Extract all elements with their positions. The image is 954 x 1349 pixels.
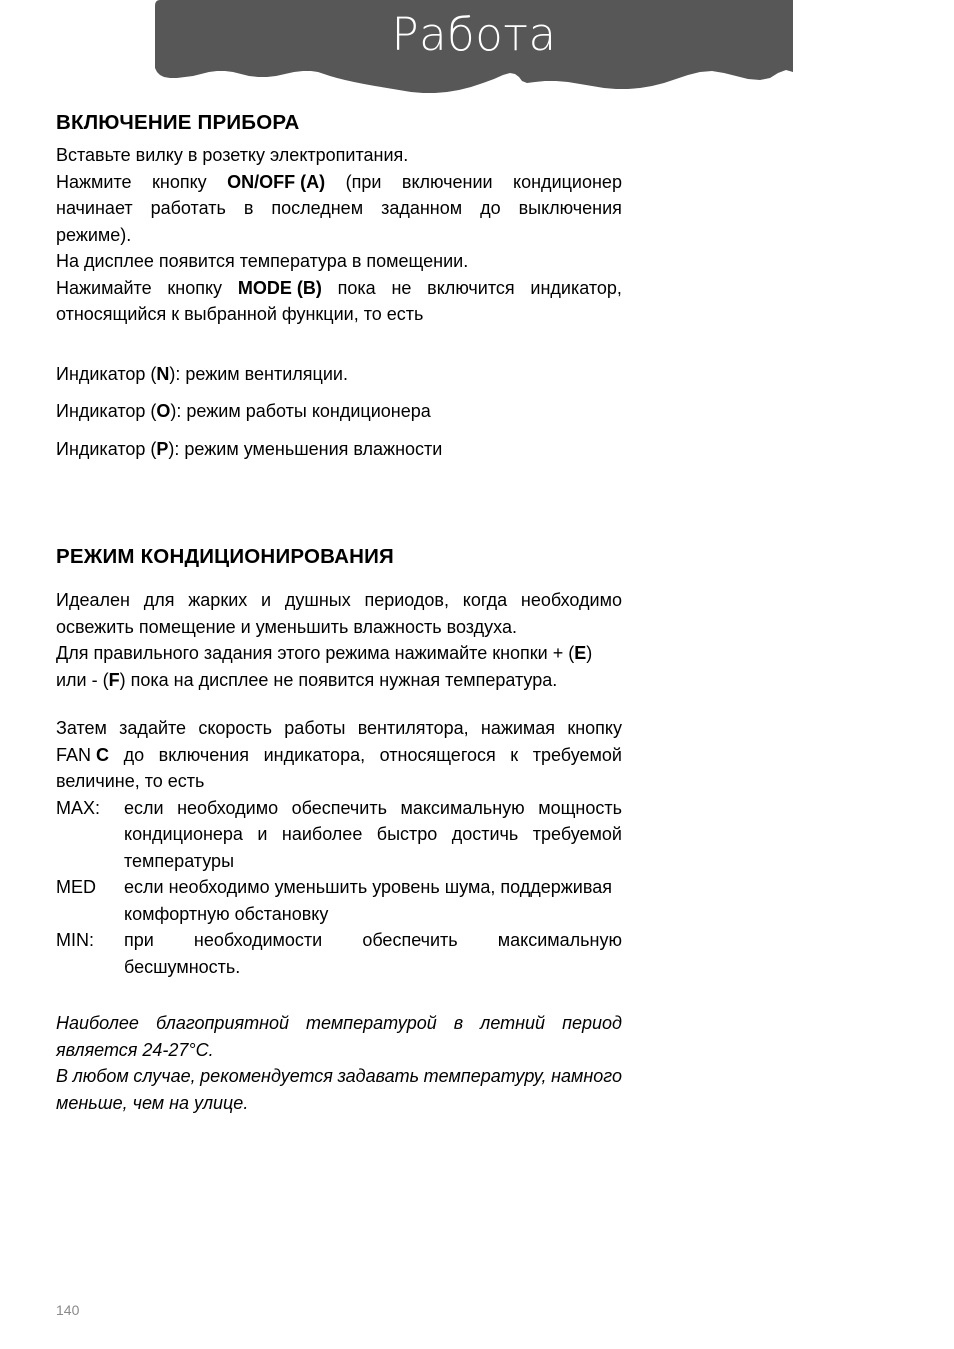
- word: мощность: [538, 797, 622, 818]
- word: душных: [284, 590, 351, 610]
- word: случае,: [133, 1066, 196, 1086]
- spacer: [56, 693, 622, 715]
- text-line: комфортную обстановку: [124, 903, 329, 924]
- text-line: [56, 715, 622, 742]
- definition-term-max: MAX:: [56, 797, 101, 818]
- word: до: [123, 744, 145, 765]
- definition-description-med: [124, 874, 622, 927]
- text-line: [56, 587, 622, 614]
- word: кнопку: [567, 718, 622, 738]
- indicator-prefix: Индикатор (: [56, 401, 157, 421]
- paragraph-mode-button: [56, 275, 622, 328]
- indicator-suffix: ): режим работы кондиционера: [170, 401, 431, 421]
- indicator-prefix: Индикатор (: [56, 363, 157, 384]
- word: обеспечить: [291, 797, 387, 818]
- spacer: [56, 328, 622, 350]
- text-line: режиме).: [56, 224, 132, 245]
- word: и: [257, 824, 268, 844]
- page-title: Работа: [391, 8, 557, 61]
- paragraph-onoff-button: [56, 169, 622, 249]
- section-heading-power-on: ВКЛЮЧЕНИЕ ПРИБОРА: [56, 111, 300, 134]
- text-line: является 24-27°C.: [56, 1039, 214, 1060]
- word: задавать: [337, 1066, 420, 1086]
- word: относящегося: [379, 744, 496, 765]
- word: когда: [462, 590, 508, 610]
- indicator-letter-o: O: [156, 401, 171, 421]
- word: намного: [551, 1066, 622, 1086]
- indicator-suffix: ): режим уменьшения влажности: [168, 438, 443, 459]
- word: работать: [150, 198, 226, 218]
- word: требуемой: [532, 824, 622, 844]
- text-line: [56, 640, 622, 667]
- word: индикатора,: [263, 744, 366, 765]
- word: скорость: [198, 718, 273, 738]
- text-fragment: Для правильного задания этого режима нажимайте кнопки + (: [56, 643, 575, 663]
- text-line: бесшумность.: [124, 956, 241, 977]
- word: любом: [72, 1066, 129, 1086]
- button-label-mode: MODE (B): [237, 277, 322, 298]
- word: требуемой: [532, 744, 622, 765]
- word: Затем: [56, 718, 107, 738]
- definition-description-min: [124, 927, 622, 980]
- button-label-minus-f: F: [108, 669, 120, 690]
- text-line: [56, 195, 622, 222]
- definition-row-min: [56, 927, 622, 980]
- text-line: [56, 275, 622, 302]
- text-line: температуры: [124, 850, 235, 871]
- text-fragment: или - (: [56, 669, 109, 690]
- word: Нажмите: [56, 171, 132, 192]
- word: Нажимайте: [56, 277, 152, 298]
- text-line: [56, 742, 622, 769]
- word: обеспечить: [362, 930, 458, 950]
- text-line: меньше, чем на улице.: [56, 1092, 249, 1113]
- spacer: [56, 462, 622, 522]
- word: (при: [345, 171, 382, 192]
- fan-text: FAN: [56, 744, 92, 765]
- word: нажимая: [480, 718, 556, 738]
- fan-speed-definition-list: [56, 795, 622, 981]
- word: кнопку: [152, 171, 207, 192]
- page-number: 140: [56, 1302, 80, 1318]
- text-line: если необходимо уменьшить уровень шума, поддерживая: [124, 877, 612, 897]
- word: максимальную: [497, 930, 622, 950]
- page-header-banner: [0, 0, 954, 100]
- word: выключения: [518, 198, 622, 218]
- paragraph-cooling-intro: [56, 587, 622, 640]
- text-line: [124, 821, 622, 848]
- spacer: [56, 980, 622, 1010]
- text-line: [124, 927, 622, 954]
- word: включения: [158, 744, 250, 765]
- word: температуру,: [423, 1066, 547, 1086]
- word: период: [562, 1013, 622, 1033]
- paragraph-plug-in: Вставьте вилку в розетку электропитания.: [56, 145, 409, 165]
- indicator-prefix: Индикатор (: [56, 438, 157, 459]
- word: летний: [480, 1013, 546, 1033]
- text-line: относящийся к выбранной функции, то есть: [56, 304, 424, 324]
- word: пока: [337, 277, 376, 298]
- word: последнем: [271, 198, 364, 218]
- definition-description-max: [124, 795, 622, 875]
- word: необходимости: [193, 930, 323, 950]
- word: включится: [427, 277, 515, 298]
- text-line: [56, 1010, 622, 1037]
- indicator-item-cooling: [56, 387, 622, 425]
- definition-term-min: MIN:: [56, 930, 94, 950]
- text-line: величине, то есть: [56, 771, 205, 791]
- button-label-fan-c: [56, 742, 109, 769]
- word: в: [243, 198, 254, 218]
- indicator-letter-p: P: [156, 438, 169, 459]
- paragraph-temperature-buttons: [56, 640, 622, 693]
- definition-term-med: MED: [56, 877, 96, 897]
- word: индикатор,: [530, 277, 622, 298]
- word: если: [124, 797, 164, 818]
- word: к: [510, 744, 519, 765]
- word: до: [480, 198, 501, 218]
- word: жарких: [188, 590, 248, 610]
- word: кнопку: [167, 277, 223, 298]
- word: рекомендуется: [200, 1066, 333, 1086]
- word: необходимо: [177, 797, 279, 818]
- word: достичь: [451, 824, 519, 844]
- word: при: [124, 930, 154, 950]
- word: быстро: [376, 824, 438, 844]
- word: Наиболее: [56, 1013, 139, 1033]
- word: наиболее: [281, 824, 363, 844]
- fan-letter-c: C: [96, 744, 110, 765]
- text-line: [124, 795, 622, 822]
- word: В: [56, 1066, 69, 1086]
- button-label-plus-e: E: [574, 643, 587, 663]
- word: начинает: [56, 198, 133, 218]
- indicator-item-dehumidify: [56, 425, 622, 463]
- spacer: [56, 576, 622, 587]
- paragraph-display-temperature: На дисплее появится температура в помещении.: [56, 251, 469, 271]
- word: периодов,: [364, 590, 449, 610]
- word: кондиционера: [124, 824, 243, 844]
- definition-row-med: [56, 874, 622, 927]
- word: для: [143, 590, 175, 610]
- spacer: [56, 522, 622, 544]
- word: температурой: [306, 1013, 437, 1033]
- word: кондиционер: [513, 171, 622, 192]
- word: не: [391, 277, 412, 298]
- word: и: [261, 590, 272, 610]
- text-line: освежить помещение и уменьшить влажность воздуха.: [56, 616, 517, 637]
- word: включении: [401, 171, 493, 192]
- indicator-suffix: ): режим вентиляции.: [169, 363, 348, 384]
- definition-row-max: [56, 795, 622, 875]
- word: Идеален: [56, 590, 130, 610]
- text-fragment: ): [586, 643, 593, 663]
- word: необходимо: [520, 590, 622, 610]
- text-line: [56, 1063, 622, 1090]
- text-line: [56, 169, 622, 196]
- summer-temperature-note: [56, 1010, 622, 1116]
- word: работы: [284, 718, 346, 738]
- paragraph-fan-speed: [56, 715, 622, 795]
- indicator-item-ventilation: [56, 350, 622, 388]
- word: заданном: [381, 198, 463, 218]
- indicator-letter-n: N: [156, 363, 170, 384]
- button-label-onoff: ON/OFF (A): [227, 171, 326, 192]
- word: в: [453, 1013, 464, 1033]
- word: задайте: [119, 718, 187, 738]
- word: максимальную: [400, 797, 525, 818]
- word: благоприятной: [155, 1013, 289, 1033]
- page-content: [56, 110, 622, 1116]
- text-fragment: ) пока на дисплее не появится нужная температура.: [119, 669, 558, 690]
- section-heading-cooling-mode: РЕЖИМ КОНДИЦИОНИРОВАНИЯ: [56, 545, 394, 568]
- text-line: [56, 667, 622, 694]
- word: вентилятора,: [357, 718, 469, 738]
